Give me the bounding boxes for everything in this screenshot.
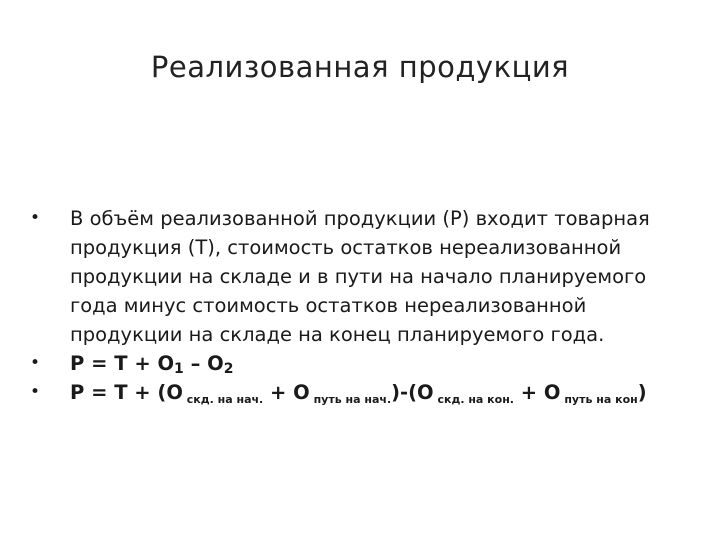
paragraph-line: года минус стоимость остатков нереализованной (70, 294, 587, 317)
formula-sub-path-start: путь на нач. (309, 393, 392, 406)
bullet-formula-short (30, 349, 670, 378)
formula-full (68, 378, 670, 407)
formula-o2-subscript: 2 (223, 361, 234, 377)
formula-full-mid2: )-(О (391, 381, 434, 404)
formula-sub-skd-start: скд. на нач. (182, 393, 264, 406)
formula-short (68, 349, 670, 378)
bullet-dot-icon: • (30, 353, 41, 373)
slide-content (30, 204, 670, 407)
formula-plus: + (127, 352, 158, 375)
paragraph-line: продукция (Т), стоимость остатков нереализованной (70, 236, 622, 259)
formula-full-start: Р = Т + (О (70, 381, 183, 404)
formula-sub-path-end: путь на кон (560, 393, 638, 406)
formula-full-end: ) (637, 381, 647, 404)
bullet-dot-icon: • (30, 382, 41, 402)
formula-eq: = (84, 352, 115, 375)
paragraph-line: В объём реализованной продукции (Р) входит товарная (70, 207, 650, 230)
formula-sub-skd-end: скд. на кон. (433, 393, 514, 406)
formula-minus: – (183, 352, 208, 375)
formula-t: Т (114, 352, 128, 375)
formula-lhs: Р (70, 352, 85, 375)
paragraph-line: продукции на складе на конец планируемого года. (70, 323, 605, 346)
formula-o1-subscript: 1 (174, 361, 184, 377)
bullet-formula-full (30, 378, 670, 407)
formula-full-mid3: + О (514, 381, 561, 404)
slide-title: Реализованная продукция (150, 50, 570, 84)
paragraph-line: продукции на складе и в пути на начало планируемого (70, 265, 647, 288)
bullet-dot-icon: • (30, 208, 41, 228)
formula-full-mid1: + О (263, 381, 310, 404)
formula-o1: О (157, 352, 175, 375)
definition-paragraph (68, 204, 670, 349)
formula-o2: О (207, 352, 224, 375)
bullet-definition (30, 204, 670, 349)
